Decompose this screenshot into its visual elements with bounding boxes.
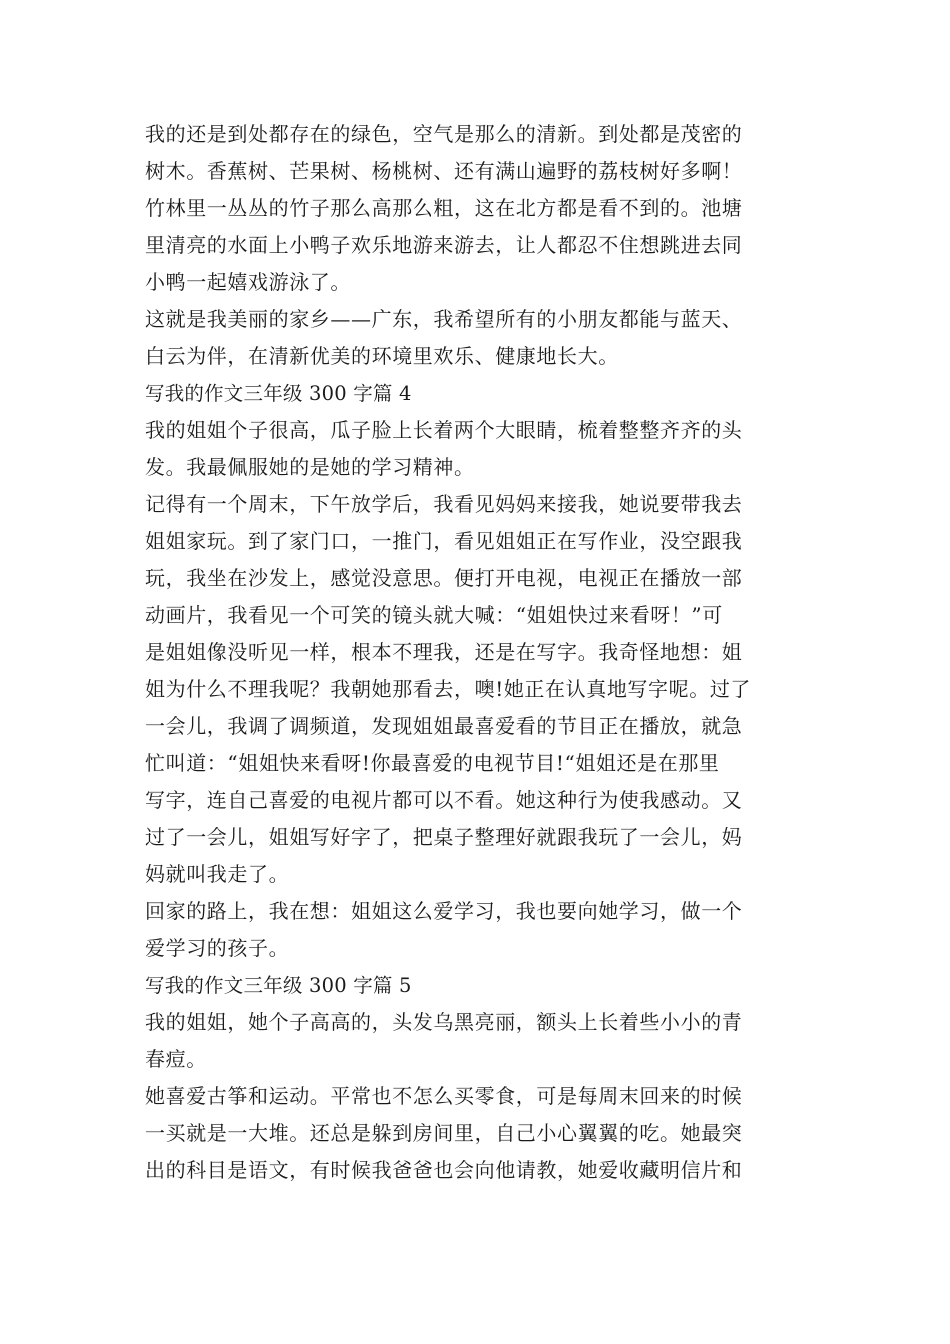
text-line: 白云为伴，在清新优美的环境里欢乐、健康地长大。 (145, 344, 619, 368)
text-line: 记得有一个周末，下午放学后，我看见妈妈来接我，她说要带我去 (145, 492, 743, 516)
text-line: 她喜爱古筝和运动。平常也不怎么买零食，可是每周末回来的时候 (145, 1084, 743, 1108)
text-line: 里清亮的水面上小鸭子欢乐地游来游去，让人都忍不住想跳进去同 (145, 233, 743, 257)
text-line: 出的科目是语文，有时候我爸爸也会向他请教，她爱收藏明信片和 (145, 1158, 743, 1182)
text-line: 一会儿，我调了调频道，发现姐姐最喜爱看的节目正在播放，就急 (145, 714, 743, 738)
section-heading: 写我的作文三年级 300 字篇 4 (145, 382, 412, 405)
text-line: 妈就叫我走了。 (145, 862, 290, 886)
text-line: 树木。香蕉树、芒果树、杨桃树、还有满山遍野的荔枝树好多啊！ (145, 159, 743, 183)
text-line: 过了一会儿，姐姐写好字了，把桌子整理好就跟我玩了一会儿，妈 (145, 825, 743, 849)
text-line: 这就是我美丽的家乡——广东，我希望所有的小朋友都能与蓝天、 (145, 307, 743, 331)
text-line: 一买就是一大堆。还总是躲到房间里，自己小心翼翼的吃。她最突 (145, 1121, 743, 1145)
text-line: 我的姐姐，她个子高高的，头发乌黑亮丽，额头上长着些小小的青 (145, 1010, 743, 1034)
text-line: 春痘。 (145, 1047, 207, 1071)
text-line: 回家的路上，我在想：姐姐这么爱学习，我也要向她学习，做一个 (145, 899, 743, 923)
text-line: 小鸭一起嬉戏游泳了。 (145, 270, 351, 294)
section-heading: 写我的作文三年级 300 字篇 5 (145, 974, 412, 997)
text-line: 姐姐家玩。到了家门口，一推门，看见姐姐正在写作业，没空跟我 (145, 529, 743, 553)
text-line: 姐为什么不理我呢？我朝她那看去，噢!她正在认真地写字呢。过了 (145, 677, 752, 701)
text-line: 忙叫道：“姐姐快来看呀!你最喜爱的电视节目!“姐姐还是在那里 (145, 751, 720, 775)
text-line: 我的还是到处都存在的绿色，空气是那么的清新。到处都是茂密的 (145, 122, 743, 146)
document-body (145, 116, 815, 1189)
text-line: 动画片，我看见一个可笑的镜头就大喊：“姐姐快过来看呀！”可 (145, 603, 723, 627)
text-line: 我的姐姐个子很高，瓜子脸上长着两个大眼睛，梳着整整齐齐的头 (145, 418, 743, 442)
text-line: 是姐姐像没听见一样，根本不理我，还是在写字。我奇怪地想：姐 (145, 640, 743, 664)
text-line: 写字，连自己喜爱的电视片都可以不看。她这种行为使我感动。又 (145, 788, 743, 812)
text-line: 竹林里一丛丛的竹子那么高那么粗，这在北方都是看不到的。池塘 (145, 196, 743, 220)
text-line: 爱学习的孩子。 (145, 936, 290, 960)
text-line: 发。我最佩服她的是她的学习精神。 (145, 455, 475, 479)
text-line: 玩，我坐在沙发上，感觉没意思。便打开电视，电视正在播放一部 (145, 566, 743, 590)
